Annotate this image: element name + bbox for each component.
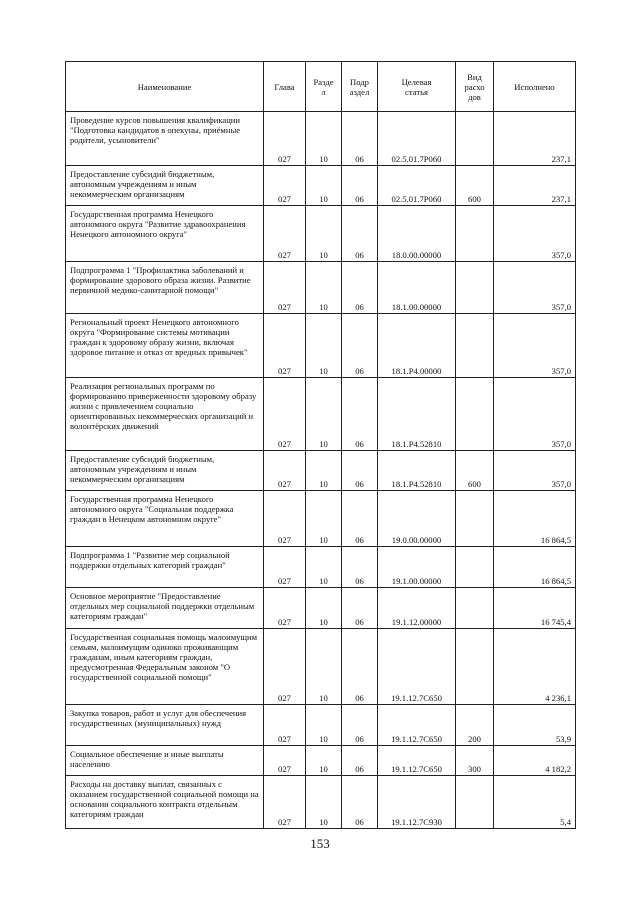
header-target	[378, 62, 456, 112]
row-type	[456, 314, 494, 378]
row-executed: 53,9	[494, 705, 576, 746]
row-section: 10	[306, 112, 342, 166]
row-name: Государственная программа Ненецкого автономного округа "Развитие здравоохранения Ненецкого автономного округа"	[66, 206, 264, 262]
row-name: Подпрограмма 1 "Профилактика заболеваний и формирование здорового образа жизни. Развитие первичной медико-санитарной помощи"	[66, 262, 264, 314]
table-row	[66, 588, 576, 629]
row-subsection: 06	[342, 547, 378, 588]
header-target-line1: Целевая	[401, 76, 432, 87]
row-subsection: 06	[342, 491, 378, 547]
header-target-line2: статья	[405, 86, 428, 97]
row-type: 600	[456, 166, 494, 206]
row-executed: 357,0	[494, 378, 576, 451]
row-name: Проведение курсов повышения квалификации "Подготовка кандидатов в опекуны, приёмные родители, усыновители"	[66, 112, 264, 166]
header-section	[306, 62, 342, 112]
row-type: 200	[456, 705, 494, 746]
table-row	[66, 629, 576, 705]
row-target: 19.0.00.00000	[378, 491, 456, 547]
row-name: Предоставление субсидий бюджетным, автономным учреждениям и иным некоммерческим организациям	[66, 451, 264, 491]
header-subsection-line1: Подр	[350, 76, 369, 87]
row-chapter: 027	[264, 746, 306, 776]
row-name: Основное мероприятие "Предоставление отдельных мер социальной поддержки отдельным категориям граждан"	[66, 588, 264, 629]
row-executed: 357,0	[494, 314, 576, 378]
row-name: Государственная социальная помощь малоимущим семьям, малоимущим одиноко проживающим гражданам, иным категориям граждан, предусмотренная Федеральным законом "О государственной социальной помощи"	[66, 629, 264, 705]
row-chapter: 027	[264, 166, 306, 206]
row-subsection: 06	[342, 776, 378, 829]
row-chapter: 027	[264, 776, 306, 829]
row-target: 18.0.00.00000	[378, 206, 456, 262]
row-target: 02.5.01.7Р060	[378, 166, 456, 206]
row-section: 10	[306, 491, 342, 547]
table-row	[66, 314, 576, 378]
row-target: 19.1.12.7С650	[378, 629, 456, 705]
row-type	[456, 112, 494, 166]
row-subsection: 06	[342, 166, 378, 206]
row-subsection: 06	[342, 206, 378, 262]
table-row	[66, 491, 576, 547]
row-subsection: 06	[342, 262, 378, 314]
row-name: Закупка товаров, работ и услуг для обеспечения государственных (муниципальных) нужд	[66, 705, 264, 746]
row-type	[456, 262, 494, 314]
row-section: 10	[306, 746, 342, 776]
row-executed: 16 745,4	[494, 588, 576, 629]
row-subsection: 06	[342, 112, 378, 166]
row-target: 19.1.12.7С650	[378, 746, 456, 776]
row-section: 10	[306, 166, 342, 206]
row-chapter: 027	[264, 262, 306, 314]
row-chapter: 027	[264, 206, 306, 262]
row-target: 19.1.00.00000	[378, 547, 456, 588]
table-row	[66, 451, 576, 491]
header-section-line1: Разде	[313, 76, 334, 87]
row-name: Подпрограмма 1 "Развитие мер социальной поддержки отдельных категорий граждан"	[66, 547, 264, 588]
row-chapter: 027	[264, 491, 306, 547]
row-subsection: 06	[342, 588, 378, 629]
row-type: 300	[456, 746, 494, 776]
row-subsection: 06	[342, 746, 378, 776]
row-chapter: 027	[264, 629, 306, 705]
row-subsection: 06	[342, 314, 378, 378]
row-executed: 357,0	[494, 206, 576, 262]
row-executed: 4 182,2	[494, 746, 576, 776]
row-chapter: 027	[264, 314, 306, 378]
row-subsection: 06	[342, 629, 378, 705]
table-row	[66, 166, 576, 206]
header-type-line3: дов	[468, 91, 481, 102]
header-type-line2: расхо	[464, 81, 485, 92]
table-row	[66, 378, 576, 451]
row-name: Региональный проект Ненецкого автономного округа "Формирование системы мотивации граждан к здоровому образу жизни, включая здоровое питание и отказ от вредных привычек"	[66, 314, 264, 378]
header-type-line1: Вид	[467, 71, 482, 82]
row-name: Социальное обеспечение и иные выплаты населению	[66, 746, 264, 776]
row-section: 10	[306, 378, 342, 451]
row-section: 10	[306, 629, 342, 705]
row-type	[456, 491, 494, 547]
table-row	[66, 112, 576, 166]
table-row	[66, 776, 576, 829]
header-name: Наименование	[66, 62, 264, 112]
row-name: Реализация региональных программ по формированию приверженности здоровому образу жизни с привлечением социально ориентированных некоммерческих организаций и волонтёрских движений	[66, 378, 264, 451]
row-chapter: 027	[264, 705, 306, 746]
row-subsection: 06	[342, 378, 378, 451]
page-number: 153	[310, 836, 330, 851]
header-subsection	[342, 62, 378, 112]
row-type	[456, 547, 494, 588]
header-executed: Исполнено	[494, 62, 576, 112]
row-name: Государственная программа Ненецкого автономного округа "Социальная поддержка граждан в Ненецком автономном округе"	[66, 491, 264, 547]
row-target: 18.1.Р4.00000	[378, 314, 456, 378]
row-section: 10	[306, 451, 342, 491]
table-row	[66, 746, 576, 776]
row-section: 10	[306, 705, 342, 746]
header-subsection-line2: аздел	[349, 86, 370, 97]
row-chapter: 027	[264, 451, 306, 491]
row-section: 10	[306, 547, 342, 588]
row-executed: 4 236,1	[494, 629, 576, 705]
row-executed: 237,1	[494, 166, 576, 206]
row-type: 600	[456, 451, 494, 491]
row-type	[456, 629, 494, 705]
row-type	[456, 206, 494, 262]
row-executed: 237,1	[494, 112, 576, 166]
row-type	[456, 588, 494, 629]
table-row	[66, 705, 576, 746]
row-executed: 16 864,5	[494, 547, 576, 588]
row-executed: 5,4	[494, 776, 576, 829]
row-type	[456, 378, 494, 451]
row-subsection: 06	[342, 451, 378, 491]
row-section: 10	[306, 206, 342, 262]
row-subsection: 06	[342, 705, 378, 746]
header-chapter: Глава	[264, 62, 306, 112]
row-chapter: 027	[264, 378, 306, 451]
table-row	[66, 547, 576, 588]
row-section: 10	[306, 314, 342, 378]
row-section: 10	[306, 262, 342, 314]
row-chapter: 027	[264, 547, 306, 588]
table-row	[66, 206, 576, 262]
row-executed: 16 864,5	[494, 491, 576, 547]
row-target: 18.1.Р4.52810	[378, 451, 456, 491]
row-executed: 357,0	[494, 451, 576, 491]
row-target: 19.1.12.00000	[378, 588, 456, 629]
header-row	[66, 62, 576, 112]
row-target: 19.1.12.7С930	[378, 776, 456, 829]
row-chapter: 027	[264, 588, 306, 629]
row-target: 18.1.Р4.52810	[378, 378, 456, 451]
row-target: 18.1.00.00000	[378, 262, 456, 314]
table-row	[66, 262, 576, 314]
row-name: Предоставление субсидий бюджетным, автономным учреждениям и иным некоммерческим организациям	[66, 166, 264, 206]
row-chapter: 027	[264, 112, 306, 166]
row-section: 10	[306, 776, 342, 829]
row-target: 02.5.01.7Р060	[378, 112, 456, 166]
row-section: 10	[306, 588, 342, 629]
budget-table	[65, 61, 576, 829]
row-executed: 357,0	[494, 262, 576, 314]
row-type	[456, 776, 494, 829]
header-expense-type	[456, 62, 494, 112]
row-name: Расходы на доставку выплат, связанных с оказанием государственной социальной помощи на основании социального контракта отдельным категориям граждан	[66, 776, 264, 829]
header-section-line2: л	[321, 86, 326, 97]
row-target: 19.1.12.7С650	[378, 705, 456, 746]
